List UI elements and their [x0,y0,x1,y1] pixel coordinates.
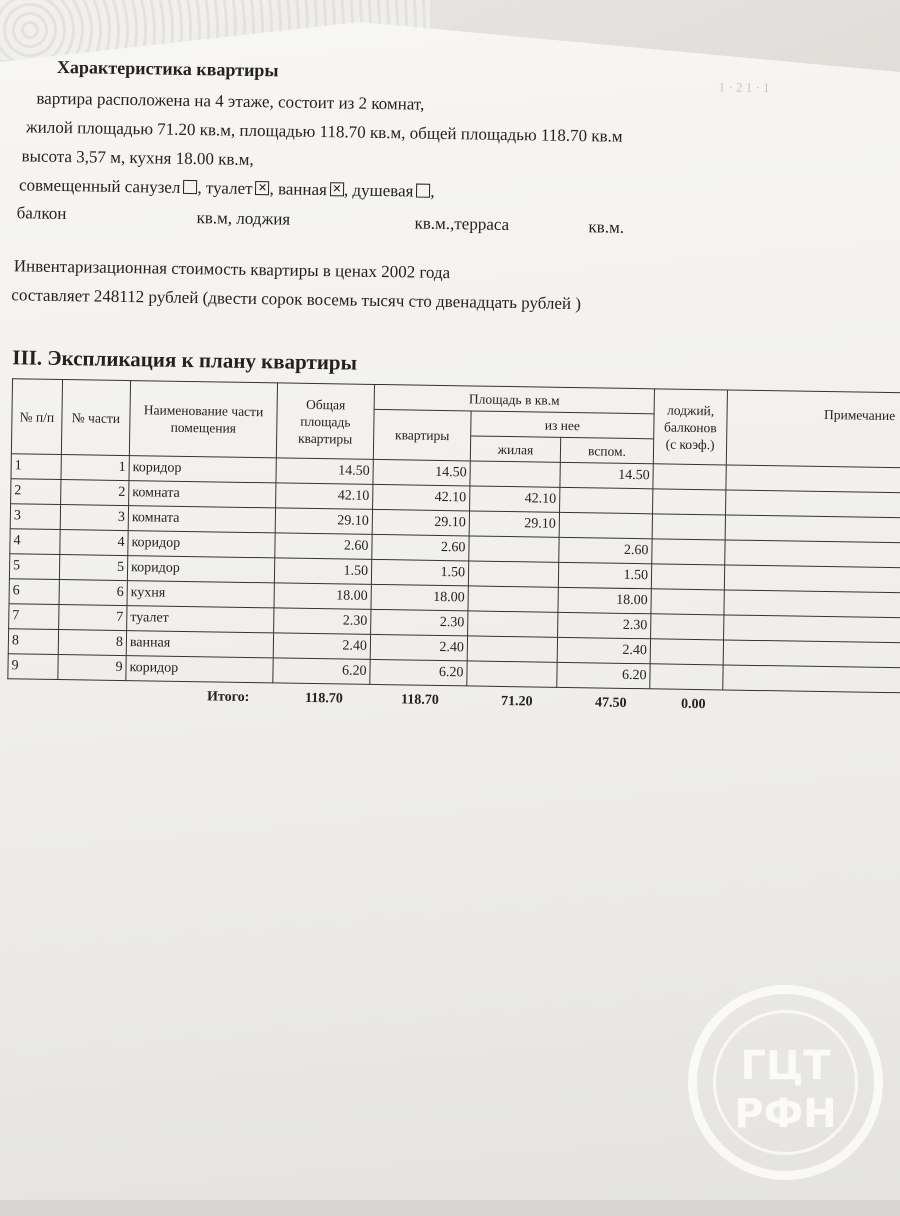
totals-loggia: 0.00 [680,696,706,713]
totals-total: 118.70 [304,690,343,707]
row-total-cell: 6.20 [273,658,370,685]
header-area-group: Площадь в кв.м [374,384,654,413]
row-auxiliary-cell: 1.50 [558,562,651,588]
header-num-part: № части [61,380,130,456]
row-auxiliary-cell: 2.30 [558,612,651,638]
toilet-checkbox-checked [255,181,269,195]
header-loggia: лоджий, балконов (с коэф.) [653,389,727,465]
sanitary-line [19,175,435,202]
row-apartment-cell: 6.20 [370,659,467,686]
row-name-cell: коридор [126,656,273,683]
row-total-cell: 14.50 [276,458,373,485]
header-living: жилая [470,436,560,462]
bath-label: , ванная [269,179,328,200]
row-living-cell [468,561,558,587]
row-living-cell [468,586,558,612]
row-living-cell: 42.10 [470,486,560,512]
seal-top-letters: ГЦТ [740,1043,831,1089]
row-total-cell: 42.10 [276,483,373,510]
header-auxiliary: вспом. [560,437,653,463]
row-part-cell: 4 [60,530,128,556]
row-index-cell: 9 [8,654,58,680]
row-index-cell: 8 [8,629,58,655]
row-index-cell: 5 [9,554,59,580]
row-total-cell: 2.30 [274,608,371,635]
sanuzel-checkbox [183,180,197,194]
row-living-cell [470,461,560,487]
shower-checkbox [416,184,430,198]
seal-bottom-letters: РФН [734,1091,837,1137]
row-auxiliary-cell: 2.60 [559,537,652,563]
row-auxiliary-cell: 18.00 [558,587,651,613]
apartment-area-line: жилой площадью 71.20 кв.м, площадью 118.70 кв.м, общей площадью 118.70 кв.м [25,117,623,146]
totals-auxiliary: 47.50 [594,695,627,711]
apartment-height-line: высота 3,57 м, кухня 18.00 кв.м, [21,146,254,170]
terrace-label: кв.м.,терраса [414,213,510,235]
row-living-cell [467,661,557,687]
row-part-cell: 9 [58,654,126,680]
row-loggia-cell [653,464,726,490]
row-note-cell [723,665,900,694]
row-apartment-cell: 42.10 [373,484,470,511]
row-total-cell: 2.40 [273,633,370,660]
row-apartment-cell: 2.40 [370,634,467,661]
row-apartment-cell: 18.00 [371,584,468,611]
section-title-explication: III. Экспликация к плану квартиры [12,345,358,375]
row-loggia-cell [652,514,725,540]
row-apartment-cell: 2.60 [372,534,469,561]
row-name-cell: комната [128,506,275,533]
header-apartment-area: квартиры [373,409,471,461]
valuation-line-2: составляет 248112 рублей (двести сорок восемь тысяч сто двенадцать рублей ) [11,285,582,314]
row-loggia-cell [651,614,724,640]
row-name-cell: кухня [127,581,274,608]
row-name-cell: туалет [127,606,274,633]
valuation-line-1: Инвентаризационная стоимость квартиры в ценах 2002 года [13,256,451,283]
row-part-cell: 6 [59,580,127,606]
header-num-pp: № п/п [11,379,62,455]
row-living-cell [469,536,559,562]
row-index-cell: 7 [9,604,59,630]
row-name-cell: коридор [129,456,276,483]
faint-mark: 1 · 2 1 · 1 [718,79,770,96]
row-apartment-cell: 29.10 [372,509,469,536]
loggia-label: кв.м, лоджия [196,208,291,229]
row-total-cell: 29.10 [275,508,372,535]
row-apartment-cell: 14.50 [373,459,470,486]
row-part-cell: 5 [59,555,127,581]
row-auxiliary-cell [559,512,652,538]
row-index-cell: 3 [10,504,60,530]
row-auxiliary-cell [560,487,653,513]
section-title-characteristics: Характеристика квартиры [56,56,279,81]
row-loggia-cell [651,564,724,590]
totals-living: 71.20 [500,693,533,710]
row-name-cell: ванная [126,631,273,658]
totals-apartment: 118.70 [400,692,439,708]
row-index-cell: 2 [11,479,61,505]
row-index-cell: 4 [10,529,60,555]
header-room-name: Наименование части помещения [129,381,277,458]
row-index-cell: 6 [9,579,59,605]
row-living-cell [468,611,558,637]
row-part-cell: 3 [60,505,128,531]
header-of-which: из нее [471,411,654,439]
row-part-cell: 1 [61,455,129,481]
table-body [8,454,900,694]
row-apartment-cell: 1.50 [371,559,468,586]
row-total-cell: 2.60 [275,533,372,560]
row-living-cell [467,636,557,662]
row-total-cell: 1.50 [274,558,371,585]
row-name-cell: коридор [127,556,274,583]
toilet-label: , туалет [197,178,253,198]
bath-checkbox-checked [330,182,344,196]
explication-table [7,378,900,694]
row-auxiliary-cell: 6.20 [557,662,650,688]
row-loggia-cell [650,639,723,665]
row-living-cell: 29.10 [469,511,559,537]
apartment-floor-line: вартира расположена на 4 этаже, состоит из 2 комнат, [36,88,425,114]
totals-label: Итого: [206,689,250,706]
terrace-unit: кв.м. [588,217,625,237]
row-loggia-cell [651,589,724,615]
seal-letters [697,994,874,1171]
sanitary-line-end: , [430,181,435,201]
sanuzel-label: совмещенный санузел [18,175,181,197]
row-name-cell: коридор [128,531,275,558]
row-part-cell: 8 [58,629,126,655]
row-auxiliary-cell: 2.40 [557,637,650,663]
row-name-cell: комната [129,481,276,508]
row-part-cell: 2 [61,480,129,506]
row-loggia-cell [650,664,723,690]
header-total-area: Общая площадь квартиры [276,383,374,460]
row-auxiliary-cell: 14.50 [560,462,653,488]
row-loggia-cell [653,489,726,515]
header-note: Примечание [726,390,900,469]
row-total-cell: 18.00 [274,583,371,610]
row-part-cell: 7 [59,605,127,631]
shower-label: , душевая [343,180,414,201]
row-loggia-cell [652,539,725,565]
row-apartment-cell: 2.30 [371,609,468,636]
balcony-label: балкон [16,203,67,224]
row-index-cell: 1 [11,454,61,480]
embossed-seal [688,985,883,1180]
